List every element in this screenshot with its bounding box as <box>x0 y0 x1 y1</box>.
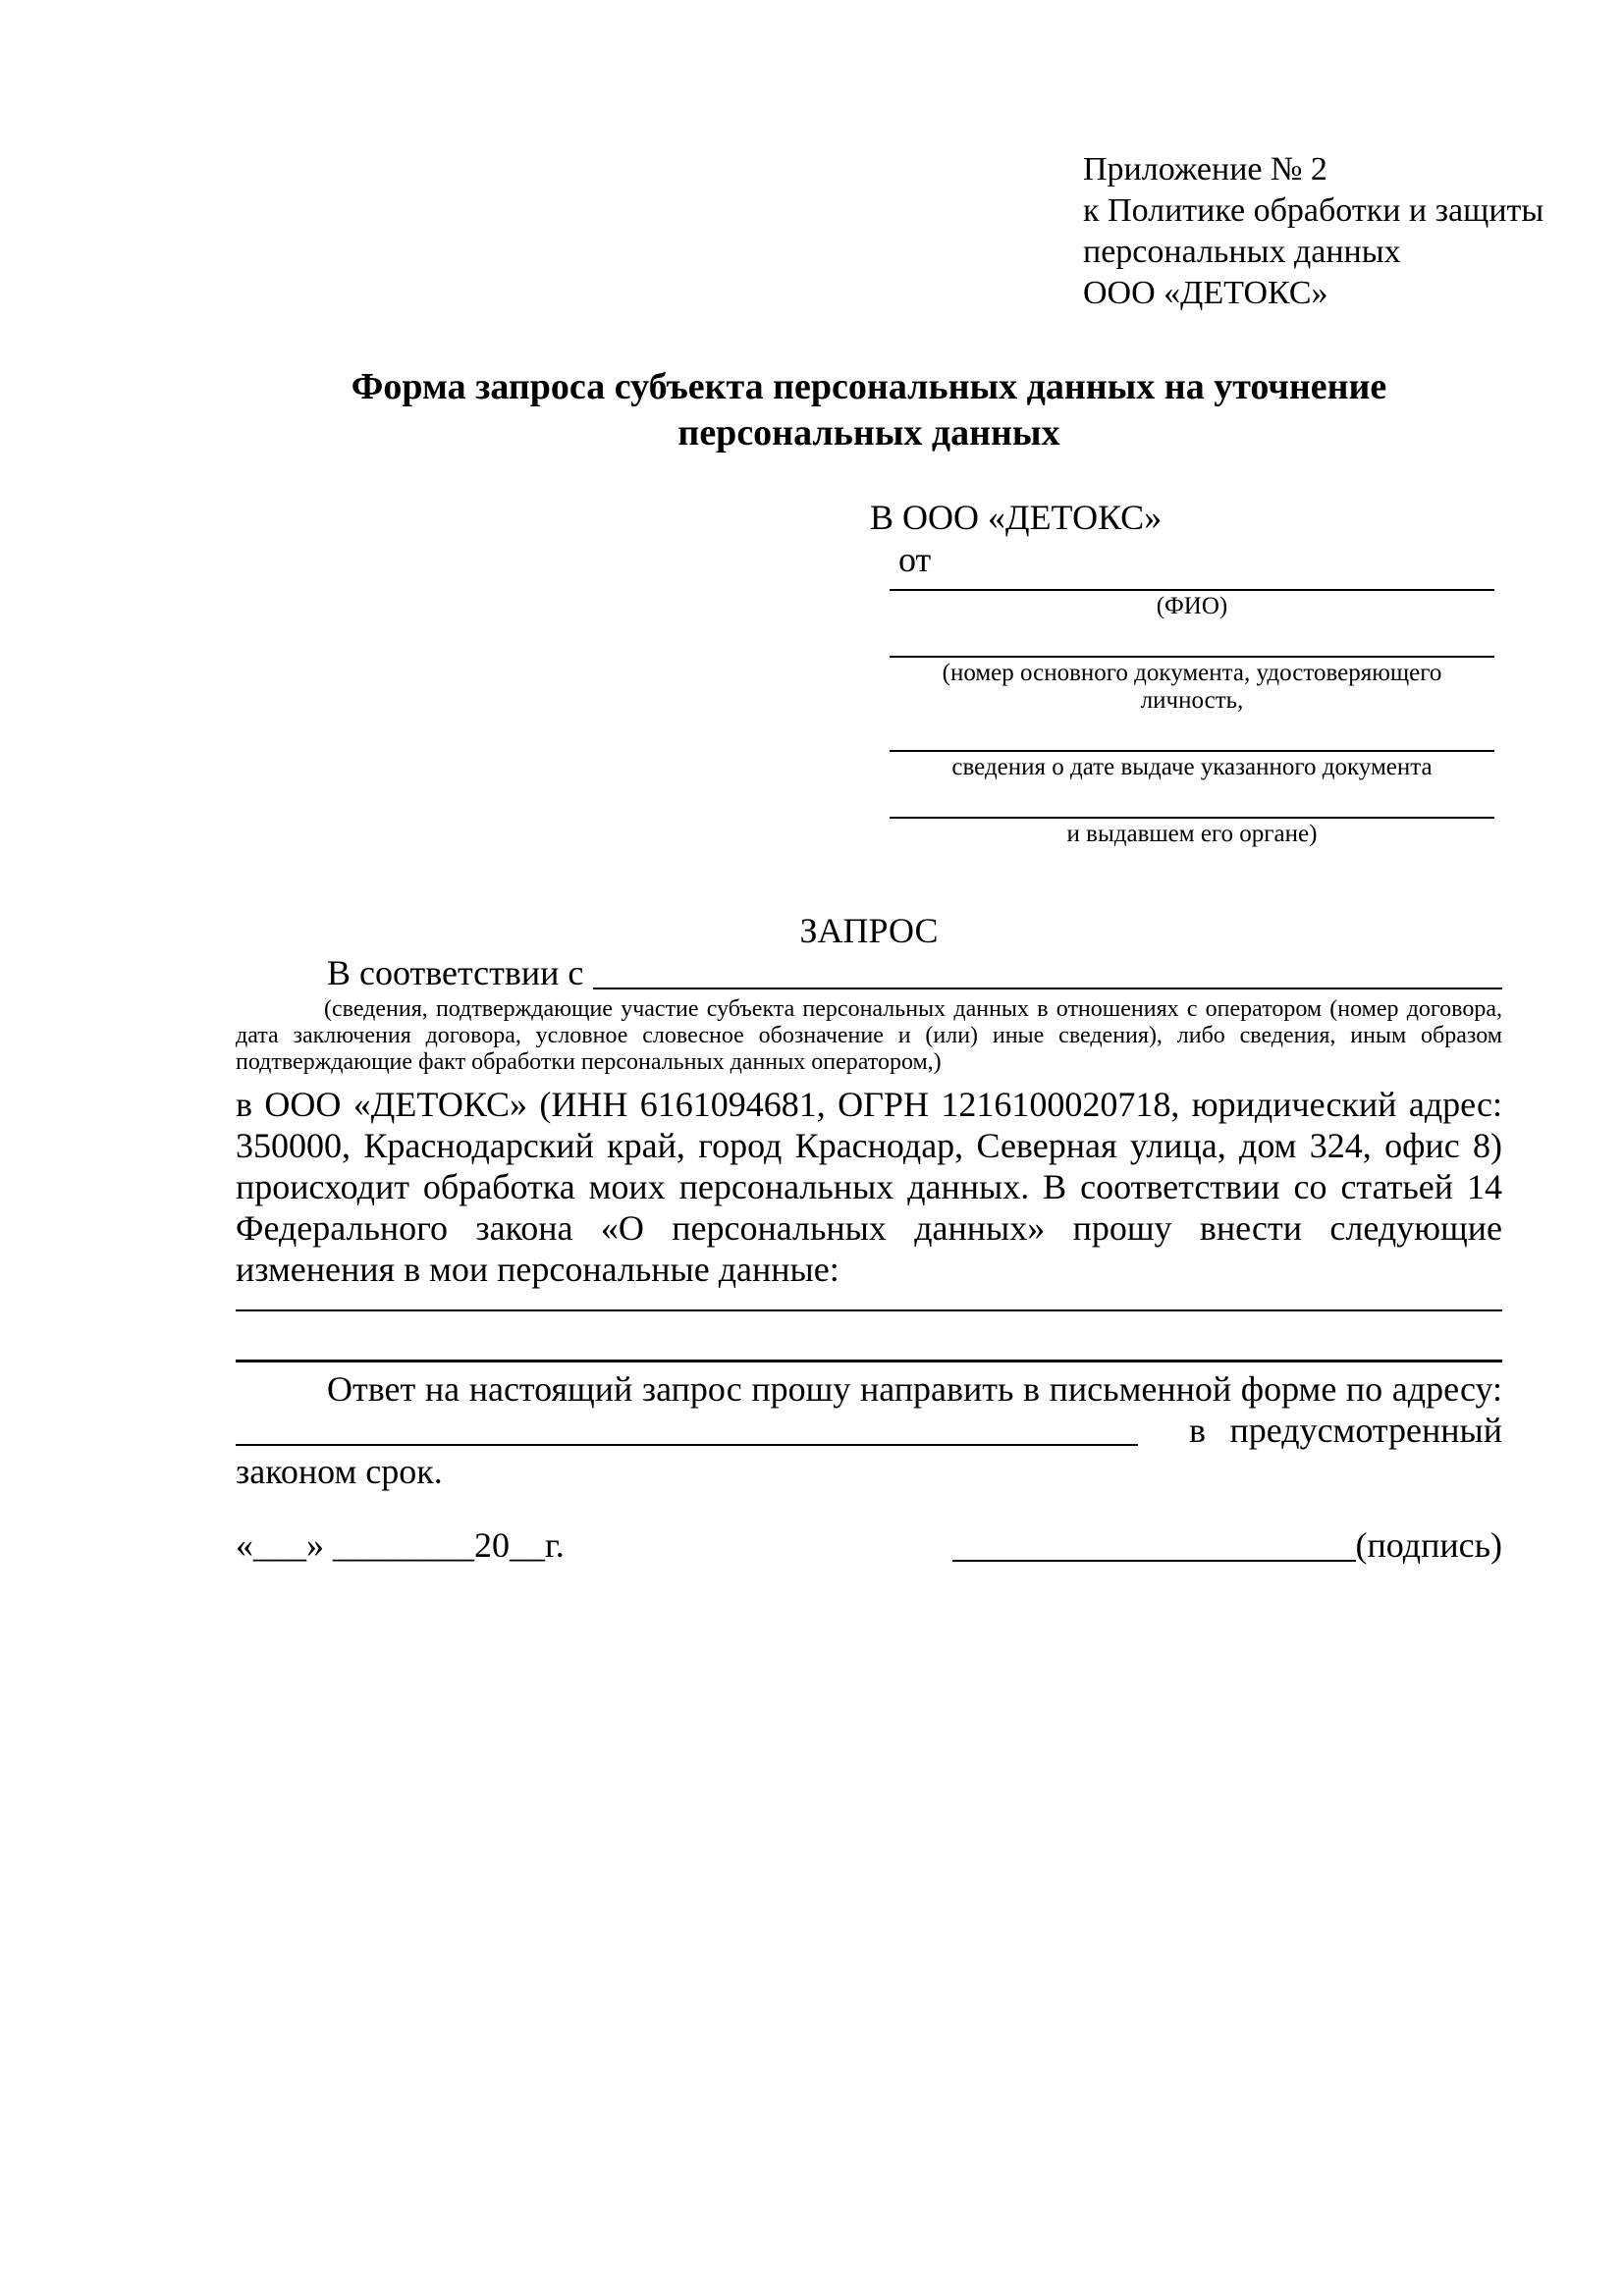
issue-date-caption: сведения о дате выдаче указанного документа <box>951 754 1433 780</box>
changes-blank-line-2 <box>236 1311 1502 1362</box>
reply-sentence-start: Ответ на настоящий запрос прошу направить в письменной форме по адресу: <box>327 1369 1502 1409</box>
request-body: в ООО «ДЕТОКС» (ИНН 6161094681, ОГРН 1216100020718, юридический адрес: 350000, Краснодарский край, город Краснодар, Северная улица, дом 324, офис 8) происходит обработка моих персональных данных. В соответствии со статьей 14 Федерального закона «О персональных данных» прошу внести следующие изменения в мои персональные данные: <box>236 1085 1502 1289</box>
document-number-caption: (номер основного документа, удостоверяющего личность, <box>942 660 1442 714</box>
form-title <box>236 364 1502 456</box>
reply-address-row <box>236 1410 1502 1451</box>
reply-word: предусмотренный <box>1229 1411 1502 1450</box>
appendix-header-line: персональных данных <box>1083 234 1401 270</box>
date-line: «___» ________20__г. <box>236 1525 565 1565</box>
intro-row <box>236 952 1502 994</box>
signature-caption: (подпись) <box>1355 1525 1502 1565</box>
addressee-fields <box>890 581 1494 848</box>
fio-blank-line <box>890 581 1494 591</box>
basis-blank-line <box>593 988 1502 989</box>
issue-date-blank-line <box>890 715 1494 752</box>
signature-block <box>952 1524 1502 1567</box>
fio-field-caption: (ФИО) <box>1156 593 1228 619</box>
request-heading: ЗАПРОС <box>799 911 939 950</box>
issuing-authority-caption: и выдавшем его органе) <box>1066 821 1318 847</box>
appendix-header-line: ООО «ДЕТОКС» <box>1083 275 1328 311</box>
reply-sentence-end: законом срок. <box>236 1452 443 1491</box>
from-label: от <box>898 540 932 579</box>
appendix-header-line: к Политике обработки и защиты <box>1083 192 1544 229</box>
form-title-line: персональных данных <box>677 412 1060 454</box>
appendix-header-line: Приложение № 2 <box>1083 151 1327 187</box>
form-title-line: Форма запроса субъекта персональных данных на уточнение <box>351 366 1387 407</box>
footer-row <box>236 1524 1502 1567</box>
reply-word: в <box>1189 1411 1206 1450</box>
basis-note: (сведения, подтверждающие участие субъекта персональных данных в отношениях с оператором (номер договора, дата заключения договора, условное словесное обозначение и (или) иные сведения), либо сведения, иным образом подтверждающие факт обработки персональных данных оператором,) <box>236 996 1502 1075</box>
issuing-authority-blank-line <box>890 781 1494 819</box>
addressee-company: В ООО «ДЕТОКС» <box>870 498 1163 537</box>
address-blank-line <box>236 1444 1138 1446</box>
intro-prefix: В соответствии с <box>327 953 584 992</box>
appendix-header <box>1083 149 1544 314</box>
changes-blank-line-1 <box>236 1290 1502 1311</box>
signature-blank-line <box>952 1560 1356 1562</box>
document-number-blank-line <box>890 620 1494 658</box>
